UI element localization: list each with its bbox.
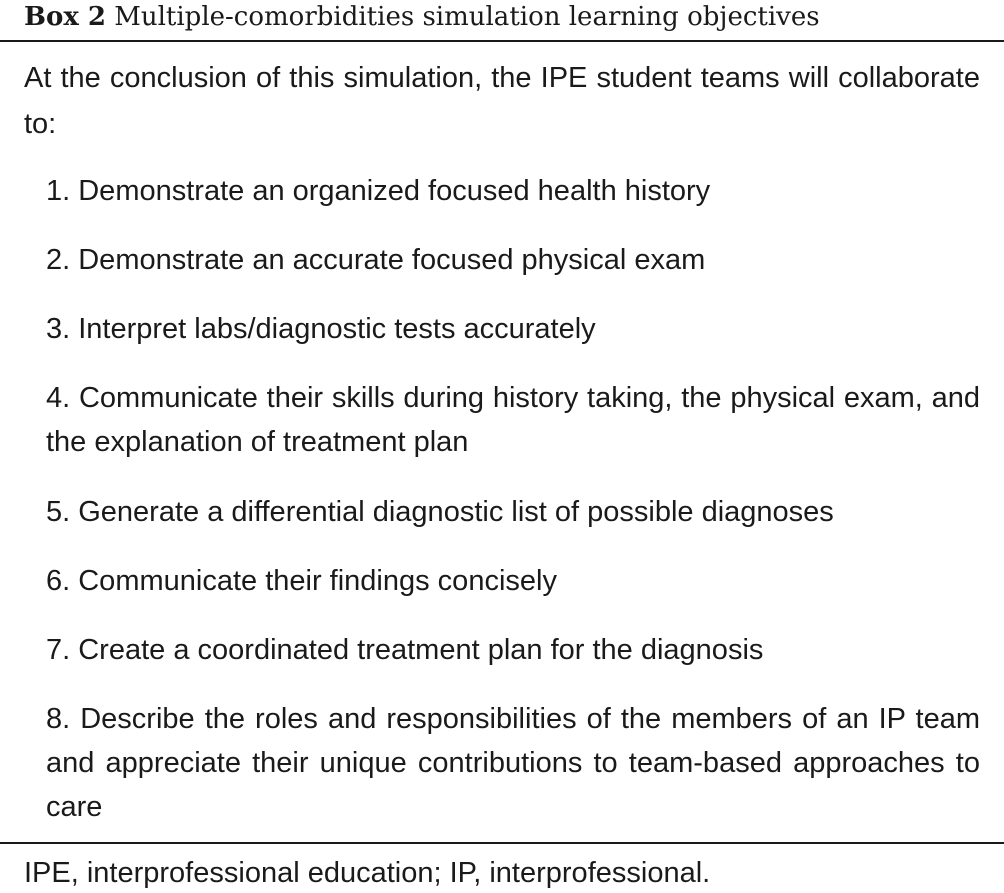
objective-item-2: 2. Demonstrate an accurate focused physical exam [46, 244, 706, 276]
objective-item-8: 8. Describe the roles and responsibilities of the members of an IP team and appreciate their unique contributions to team-based approaches to care [46, 703, 980, 823]
box-title [24, 0, 820, 34]
objective-item-7: 7. Create a coordinated treatment plan for the diagnosis [46, 634, 764, 666]
objective-item-1: 1. Demonstrate an organized focused health history [46, 175, 711, 207]
abbreviation-footnote: IPE, interprofessional education; IP, interprofessional. [24, 857, 711, 889]
box-label: Box 2 [24, 2, 106, 32]
bottom-rule [0, 842, 1004, 844]
objective-item-3: 3. Interpret labs/diagnostic tests accurately [46, 313, 596, 345]
intro-paragraph: At the conclusion of this simulation, the IPE student teams will collaborate to: [24, 62, 980, 140]
objective-item-4: 4. Communicate their skills during history taking, the physical exam, and the explanation of treatment plan [46, 382, 980, 458]
top-rule [0, 40, 1004, 42]
box-title-text: Multiple-comorbidities simulation learning objectives [114, 2, 820, 32]
objective-item-6: 6. Communicate their findings concisely [46, 565, 557, 597]
objective-item-5: 5. Generate a differential diagnostic list of possible diagnoses [46, 496, 834, 528]
